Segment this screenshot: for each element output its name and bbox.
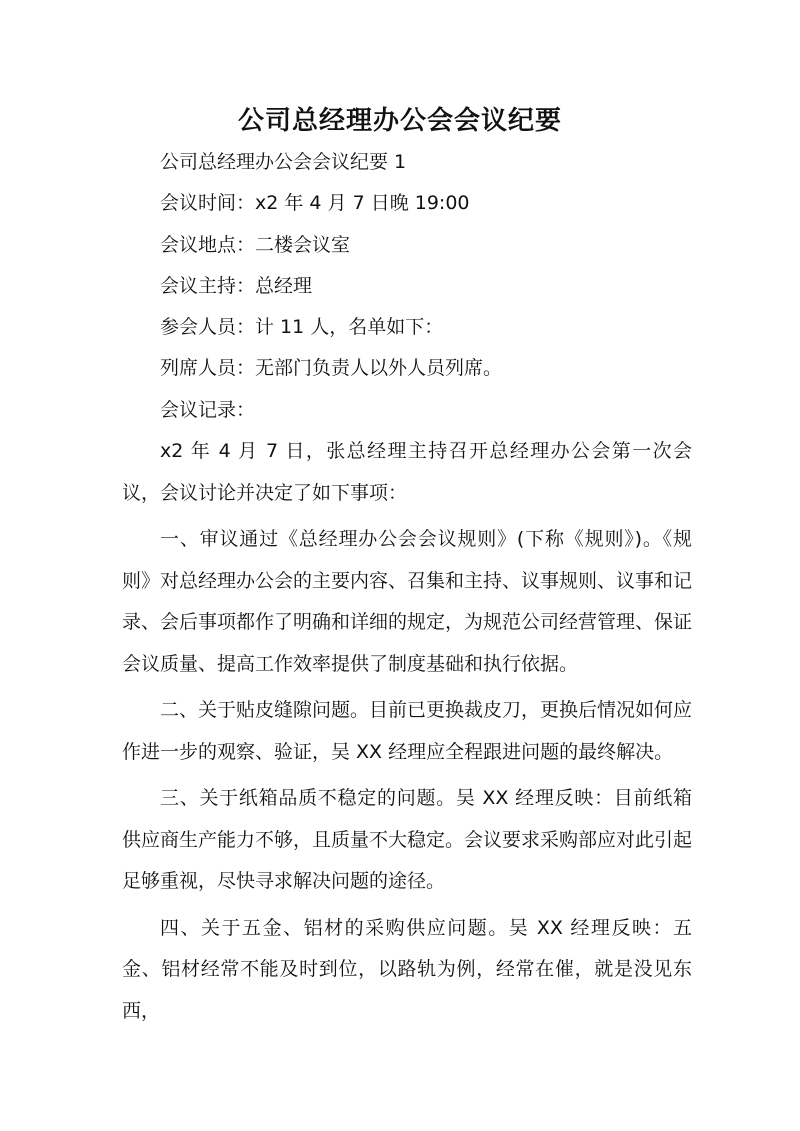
record-label: 会议记录： — [160, 398, 256, 421]
attendees: 参会人员：计 11 人，名单如下： — [160, 316, 444, 339]
item-paragraph: 三、关于纸箱品质不稳定的问题。吴 XX 经理反映：目前纸箱供应商生产能力不够，且质量不大稳定。会议要求采购部应对此引起足够重视，尽快寻求解决问题的途径。 — [122, 787, 693, 893]
intro-paragraph: x2 年 4 月 7 日，张总经理主持召开总经理办公会第一次会议，会议讨论并决定了如下事项： — [122, 440, 692, 504]
meeting-time: 会议时间：x2 年 4 月 7 日晚 19:00 — [160, 192, 470, 215]
meeting-place: 会议地点：二楼会议室 — [160, 233, 351, 256]
item-paragraph: 二、关于贴皮缝隙问题。目前已更换裁皮刀，更换后情况如何应作进一步的观察、验证，吴 XX 经理应全程跟进问题的最终解决。 — [122, 699, 693, 763]
item-paragraph: 四、关于五金、铝材的采购供应问题。吴 XX 经理反映：五金、铝材经常不能及时到位，以路轨为例，经常在催，就是没见东西， — [122, 916, 692, 1022]
observers: 列席人员：无部门负责人以外人员列席。 — [160, 357, 503, 380]
item-paragraph: 一、审议通过《总经理办公会会议规则》(下称《规则》)。《规则》对总经理办公会的主要内容、召集和主持、议事规则、议事和记录、会后事项都作了明确和详细的规定，为规范公司经营管理、保证会议质量、提高工作效率提供了制度基础和执行依据。 — [122, 528, 693, 675]
document-title: 公司总经理办公会会议纪要 — [237, 106, 562, 136]
document-body — [122, 142, 692, 1032]
subtitle: 公司总经理办公会会议纪要 1 — [160, 151, 407, 173]
meeting-host: 会议主持：总经理 — [160, 274, 313, 297]
